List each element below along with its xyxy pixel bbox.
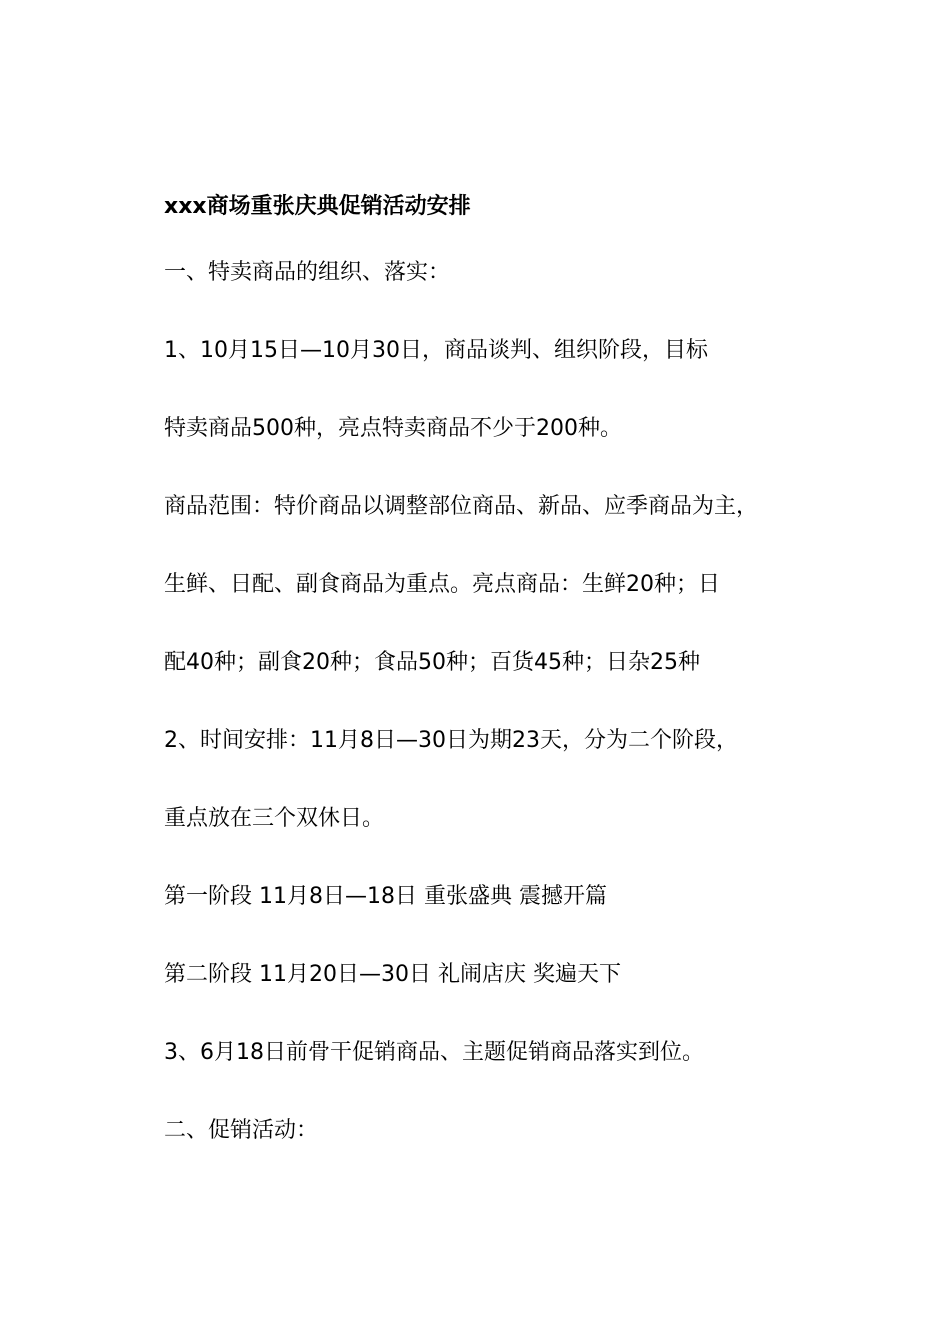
paragraph-line: 3、6月18日前骨干促销商品、主题促销商品落实到位。 <box>164 1040 704 1065</box>
paragraph-line: 重点放在三个双休日。 <box>164 806 385 831</box>
paragraph-line: 生鲜、日配、副食商品为重点。亮点商品：生鲜20种；日 <box>164 572 720 597</box>
paragraph-line: 配40种；副食20种；食品50种；百货45种；日杂25种 <box>164 650 700 675</box>
document-title: xxx商场重张庆典促销活动安排 <box>164 194 471 219</box>
section-heading: 二、促销活动： <box>164 1118 319 1143</box>
section-heading: 一、特卖商品的组织、落实： <box>164 260 451 285</box>
paragraph-line: 2、时间安排：11月8日—30日为期23天，分为二个阶段， <box>164 728 738 753</box>
paragraph-line: 商品范围：特价商品以调整部位商品、新品、应季商品为主， <box>164 494 759 519</box>
paragraph-line: 特卖商品500种，亮点特卖商品不少于200种。 <box>164 416 622 441</box>
schedule-line: 第二阶段 11月20日—30日 礼闹店庆 奖遍天下 <box>164 962 621 987</box>
schedule-line: 第一阶段 11月8日—18日 重张盛典 震撼开篇 <box>164 884 607 909</box>
paragraph-line: 1、10月15日—10月30日，商品谈判、组织阶段，目标 <box>164 338 708 363</box>
